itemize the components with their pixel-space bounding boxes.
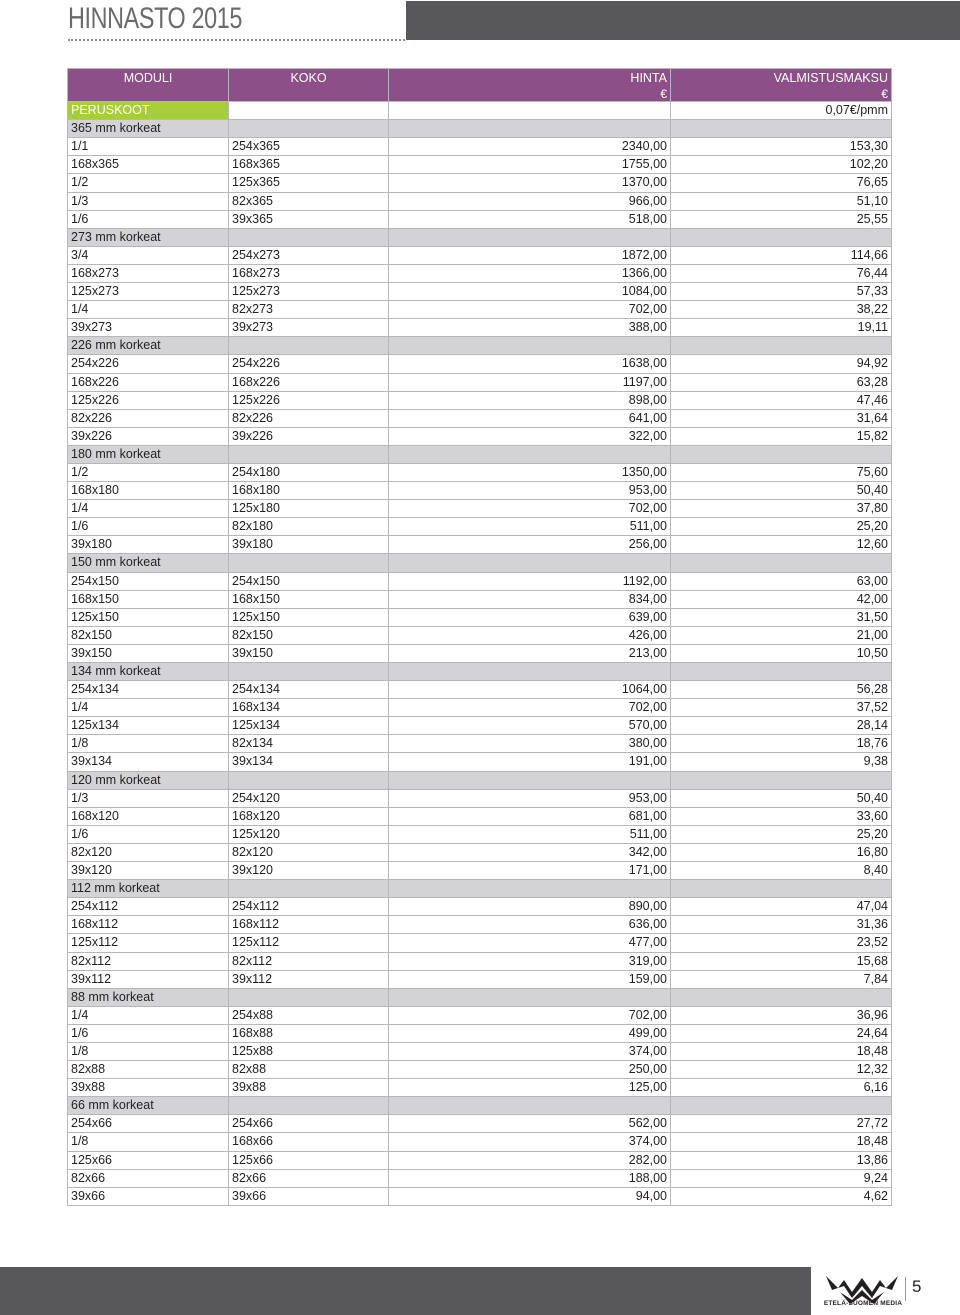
section-header-row	[68, 880, 892, 898]
cell-moduli: 125x150	[68, 608, 229, 626]
column-header-koko: KOKO	[229, 69, 389, 102]
table-row	[68, 1115, 892, 1133]
cell-hinta: 388,00	[389, 319, 671, 337]
cell-valmistusmaksu: 36,96	[671, 1006, 892, 1024]
section-header-row	[68, 337, 892, 355]
cell-valmistusmaksu: 9,38	[671, 753, 892, 771]
cell-hinta: 702,00	[389, 699, 671, 717]
cell-valmistusmaksu: 27,72	[671, 1115, 892, 1133]
cell-hinta: 1192,00	[389, 572, 671, 590]
cell-moduli: 168x180	[68, 482, 229, 500]
cell-valmistusmaksu: 25,20	[671, 518, 892, 536]
table-row	[68, 409, 892, 427]
table-row	[68, 373, 892, 391]
column-header-hinta-label: HINTA	[630, 71, 667, 85]
column-header-moduli: MODULI	[68, 69, 229, 102]
cell-koko: 125x180	[229, 500, 389, 518]
table-row	[68, 1169, 892, 1187]
section-title: 120 mm korkeat	[68, 771, 229, 789]
cell-valmistusmaksu: 15,82	[671, 427, 892, 445]
cell-hinta: 1084,00	[389, 283, 671, 301]
table-row	[68, 536, 892, 554]
cell-koko: 125x273	[229, 283, 389, 301]
cell-moduli: 82x226	[68, 409, 229, 427]
cell-valmistusmaksu: 16,80	[671, 843, 892, 861]
cell-hinta: 319,00	[389, 952, 671, 970]
cell-moduli: 1/8	[68, 1042, 229, 1060]
cell-hinta: 380,00	[389, 735, 671, 753]
table-row	[68, 463, 892, 481]
cell-hinta: 511,00	[389, 825, 671, 843]
table-row	[68, 590, 892, 608]
cell-valmistusmaksu: 51,10	[671, 192, 892, 210]
cell-koko: 168x226	[229, 373, 389, 391]
column-header-valmistusmaksu	[671, 69, 892, 102]
cell-hinta: 188,00	[389, 1169, 671, 1187]
table-row	[68, 174, 892, 192]
publisher-logo-text: ETELÄ-SUOMEN MEDIA	[823, 1300, 903, 1307]
cell-valmistusmaksu: 10,50	[671, 644, 892, 662]
table-row	[68, 482, 892, 500]
cell-moduli: 82x150	[68, 626, 229, 644]
table-row	[68, 572, 892, 590]
cell-valmistusmaksu: 102,20	[671, 156, 892, 174]
cell-koko: 168x120	[229, 807, 389, 825]
cell-valmistusmaksu: 18,76	[671, 735, 892, 753]
cell-hinta: 890,00	[389, 898, 671, 916]
cell-koko: 254x88	[229, 1006, 389, 1024]
cell-hinta: 499,00	[389, 1024, 671, 1042]
table-row	[68, 500, 892, 518]
table-row	[68, 391, 892, 409]
cell-valmistusmaksu: 18,48	[671, 1042, 892, 1060]
cell-koko: 82x273	[229, 301, 389, 319]
cell-moduli: 254x112	[68, 898, 229, 916]
cell-moduli: 1/6	[68, 518, 229, 536]
cell-koko: 82x226	[229, 409, 389, 427]
cell-hinta: 322,00	[389, 427, 671, 445]
table-row	[68, 898, 892, 916]
cell-koko: 39x273	[229, 319, 389, 337]
cell-koko: 254x273	[229, 246, 389, 264]
table-row	[68, 735, 892, 753]
currency-symbol: €	[660, 87, 667, 102]
cell-hinta: 681,00	[389, 807, 671, 825]
cell-valmistusmaksu: 75,60	[671, 463, 892, 481]
cell-koko: 39x134	[229, 753, 389, 771]
cell-hinta: 125,00	[389, 1079, 671, 1097]
table-row	[68, 916, 892, 934]
cell-valmistusmaksu: 31,50	[671, 608, 892, 626]
cell-hinta: 1370,00	[389, 174, 671, 192]
cell-hinta: 191,00	[389, 753, 671, 771]
cell-valmistusmaksu: 47,46	[671, 391, 892, 409]
cell-valmistusmaksu: 31,64	[671, 409, 892, 427]
cell-hinta: 702,00	[389, 301, 671, 319]
cell-hinta: 639,00	[389, 608, 671, 626]
cell-moduli: 125x273	[68, 283, 229, 301]
table-row	[68, 1024, 892, 1042]
table-row	[68, 1079, 892, 1097]
cell-hinta: 953,00	[389, 482, 671, 500]
cell-moduli: 1/8	[68, 735, 229, 753]
cell-valmistusmaksu: 57,33	[671, 283, 892, 301]
section-title: 88 mm korkeat	[68, 988, 229, 1006]
cell-valmistusmaksu: 18,48	[671, 1133, 892, 1151]
table-body	[68, 102, 892, 1206]
cell-koko: 254x120	[229, 789, 389, 807]
cell-moduli: 39x150	[68, 644, 229, 662]
table-row	[68, 301, 892, 319]
cell-moduli: 254x66	[68, 1115, 229, 1133]
cell-moduli: 168x150	[68, 590, 229, 608]
cell-koko: 82x180	[229, 518, 389, 536]
section-header-row	[68, 554, 892, 572]
section-header-row	[68, 445, 892, 463]
cell-moduli: 168x112	[68, 916, 229, 934]
section-title: 112 mm korkeat	[68, 880, 229, 898]
cell-valmistusmaksu: 28,14	[671, 717, 892, 735]
cell-valmistusmaksu: 76,65	[671, 174, 892, 192]
table-row	[68, 283, 892, 301]
cell-valmistusmaksu: 25,55	[671, 210, 892, 228]
cell-valmistusmaksu: 21,00	[671, 626, 892, 644]
cell-koko: 168x273	[229, 264, 389, 282]
cell-koko: 125x66	[229, 1151, 389, 1169]
cell-koko: 254x150	[229, 572, 389, 590]
cell-valmistusmaksu: 31,36	[671, 916, 892, 934]
cell-koko: 168x134	[229, 699, 389, 717]
cell-hinta: 636,00	[389, 916, 671, 934]
cell-koko: 254x180	[229, 463, 389, 481]
table-row	[68, 427, 892, 445]
table-row	[68, 626, 892, 644]
cell-valmistusmaksu: 9,24	[671, 1169, 892, 1187]
cell-valmistusmaksu: 50,40	[671, 789, 892, 807]
table-row	[68, 1061, 892, 1079]
cell-koko: 254x66	[229, 1115, 389, 1133]
table-row	[68, 355, 892, 373]
cell-moduli: 168x226	[68, 373, 229, 391]
table-row	[68, 843, 892, 861]
table-row	[68, 970, 892, 988]
column-header-hinta	[389, 69, 671, 102]
cell-koko: 254x112	[229, 898, 389, 916]
cell-moduli: 3/4	[68, 246, 229, 264]
cell-koko: 39x365	[229, 210, 389, 228]
cell-hinta: 1197,00	[389, 373, 671, 391]
cell-koko: 82x134	[229, 735, 389, 753]
cell-valmistusmaksu: 4,62	[671, 1187, 892, 1205]
cell-hinta: 834,00	[389, 590, 671, 608]
cell-moduli: 254x226	[68, 355, 229, 373]
cell-moduli: 1/4	[68, 699, 229, 717]
cell-hinta: 511,00	[389, 518, 671, 536]
table-row	[68, 753, 892, 771]
table-row	[68, 952, 892, 970]
cell-moduli: 125x112	[68, 934, 229, 952]
table-row	[68, 934, 892, 952]
section-title: 150 mm korkeat	[68, 554, 229, 572]
section-title: 180 mm korkeat	[68, 445, 229, 463]
cell-hinta: 953,00	[389, 789, 671, 807]
section-header-row	[68, 1097, 892, 1115]
cell-moduli: 39x88	[68, 1079, 229, 1097]
cell-koko: 39x150	[229, 644, 389, 662]
cell-koko: 168x66	[229, 1133, 389, 1151]
cell-koko: 125x226	[229, 391, 389, 409]
cell-valmistusmaksu: 94,92	[671, 355, 892, 373]
cell-koko: 39x88	[229, 1079, 389, 1097]
cell-hinta: 374,00	[389, 1042, 671, 1060]
cell-koko: 39x180	[229, 536, 389, 554]
cell-koko: 168x180	[229, 482, 389, 500]
cell-hinta: 374,00	[389, 1133, 671, 1151]
cell-koko: 254x365	[229, 138, 389, 156]
table-row	[68, 518, 892, 536]
cell-koko: 82x150	[229, 626, 389, 644]
cell-valmistusmaksu: 33,60	[671, 807, 892, 825]
section-header-row	[68, 120, 892, 138]
cell-valmistusmaksu: 24,64	[671, 1024, 892, 1042]
group-label: PERUSKOOT	[68, 102, 229, 120]
cell-valmistusmaksu: 15,68	[671, 952, 892, 970]
section-title: 365 mm korkeat	[68, 120, 229, 138]
cell-moduli: 1/2	[68, 463, 229, 481]
table-row	[68, 862, 892, 880]
cell-koko: 168x88	[229, 1024, 389, 1042]
cell-koko: 125x112	[229, 934, 389, 952]
cell-koko: 82x66	[229, 1169, 389, 1187]
cell-hinta: 213,00	[389, 644, 671, 662]
footer-bar	[0, 1267, 811, 1315]
cell-moduli: 1/4	[68, 301, 229, 319]
cell-moduli: 1/4	[68, 1006, 229, 1024]
table-row	[68, 1006, 892, 1024]
cell-koko: 82x120	[229, 843, 389, 861]
cell-hinta: 1872,00	[389, 246, 671, 264]
cell-koko: 125x120	[229, 825, 389, 843]
page-title: HINNASTO 2015	[68, 2, 242, 35]
cell-koko: 168x150	[229, 590, 389, 608]
cell-moduli: 125x134	[68, 717, 229, 735]
cell-valmistusmaksu: 42,00	[671, 590, 892, 608]
cell-moduli: 1/8	[68, 1133, 229, 1151]
cell-moduli: 125x226	[68, 391, 229, 409]
cell-koko: 39x120	[229, 862, 389, 880]
table-row	[68, 1187, 892, 1205]
cell-valmistusmaksu: 7,84	[671, 970, 892, 988]
cell-hinta: 518,00	[389, 210, 671, 228]
cell-moduli: 168x120	[68, 807, 229, 825]
cell-hinta: 171,00	[389, 862, 671, 880]
cell-hinta: 702,00	[389, 1006, 671, 1024]
table-header-row	[68, 69, 892, 102]
cell-moduli: 1/6	[68, 210, 229, 228]
cell-moduli: 39x226	[68, 427, 229, 445]
table-row	[68, 264, 892, 282]
table-row	[68, 156, 892, 174]
cell-moduli: 1/3	[68, 192, 229, 210]
group-fee: 0,07€/pmm	[671, 102, 892, 120]
cell-valmistusmaksu: 19,11	[671, 319, 892, 337]
table-row	[68, 1151, 892, 1169]
table-row	[68, 807, 892, 825]
cell-hinta: 159,00	[389, 970, 671, 988]
cell-hinta: 702,00	[389, 500, 671, 518]
cell-hinta: 1638,00	[389, 355, 671, 373]
table-row	[68, 644, 892, 662]
cell-valmistusmaksu: 63,28	[671, 373, 892, 391]
section-header-row	[68, 988, 892, 1006]
cell-moduli: 82x66	[68, 1169, 229, 1187]
table-row	[68, 1042, 892, 1060]
header-bar	[406, 1, 960, 40]
cell-koko: 82x112	[229, 952, 389, 970]
section-header-row	[68, 228, 892, 246]
table-row	[68, 246, 892, 264]
cell-valmistusmaksu: 12,60	[671, 536, 892, 554]
footer-divider	[905, 1277, 906, 1301]
cell-moduli: 254x150	[68, 572, 229, 590]
cell-valmistusmaksu: 76,44	[671, 264, 892, 282]
cell-moduli: 39x273	[68, 319, 229, 337]
table-row	[68, 319, 892, 337]
cell-koko: 254x134	[229, 681, 389, 699]
section-header-row	[68, 771, 892, 789]
cell-valmistusmaksu: 63,00	[671, 572, 892, 590]
cell-koko: 125x134	[229, 717, 389, 735]
cell-moduli: 39x120	[68, 862, 229, 880]
cell-hinta: 1755,00	[389, 156, 671, 174]
table-row	[68, 681, 892, 699]
cell-moduli: 1/1	[68, 138, 229, 156]
cell-moduli: 125x66	[68, 1151, 229, 1169]
cell-valmistusmaksu: 6,16	[671, 1079, 892, 1097]
section-header-row	[68, 663, 892, 681]
cell-valmistusmaksu: 37,52	[671, 699, 892, 717]
section-title: 134 mm korkeat	[68, 663, 229, 681]
cell-hinta: 1064,00	[389, 681, 671, 699]
cell-hinta: 1366,00	[389, 264, 671, 282]
table-row	[68, 210, 892, 228]
table-row	[68, 717, 892, 735]
cell-moduli: 82x88	[68, 1061, 229, 1079]
cell-koko: 39x112	[229, 970, 389, 988]
table-row	[68, 699, 892, 717]
cell-koko: 125x365	[229, 174, 389, 192]
cell-moduli: 1/4	[68, 500, 229, 518]
section-title: 226 mm korkeat	[68, 337, 229, 355]
cell-hinta: 426,00	[389, 626, 671, 644]
cell-hinta: 94,00	[389, 1187, 671, 1205]
cell-moduli: 168x365	[68, 156, 229, 174]
section-title: 273 mm korkeat	[68, 228, 229, 246]
table-row	[68, 608, 892, 626]
cell-valmistusmaksu: 114,66	[671, 246, 892, 264]
cell-koko: 82x365	[229, 192, 389, 210]
cell-koko: 39x226	[229, 427, 389, 445]
cell-valmistusmaksu: 12,32	[671, 1061, 892, 1079]
cell-valmistusmaksu: 56,28	[671, 681, 892, 699]
cell-valmistusmaksu: 8,40	[671, 862, 892, 880]
cell-moduli: 168x273	[68, 264, 229, 282]
cell-hinta: 282,00	[389, 1151, 671, 1169]
column-header-valmistusmaksu-label: VALMISTUSMAKSU	[773, 71, 888, 85]
cell-koko: 39x66	[229, 1187, 389, 1205]
cell-hinta: 562,00	[389, 1115, 671, 1133]
cell-hinta: 570,00	[389, 717, 671, 735]
cell-moduli: 39x66	[68, 1187, 229, 1205]
cell-moduli: 39x180	[68, 536, 229, 554]
cell-koko: 125x150	[229, 608, 389, 626]
cell-koko: 82x88	[229, 1061, 389, 1079]
title-dotted-rule	[68, 39, 405, 41]
cell-hinta: 250,00	[389, 1061, 671, 1079]
table-row	[68, 192, 892, 210]
cell-koko: 254x226	[229, 355, 389, 373]
cell-moduli: 1/6	[68, 825, 229, 843]
cell-moduli: 39x112	[68, 970, 229, 988]
cell-moduli: 39x134	[68, 753, 229, 771]
cell-moduli: 1/3	[68, 789, 229, 807]
group-row-peruskoot	[68, 102, 892, 120]
cell-hinta: 641,00	[389, 409, 671, 427]
cell-hinta: 342,00	[389, 843, 671, 861]
cell-valmistusmaksu: 37,80	[671, 500, 892, 518]
cell-valmistusmaksu: 25,20	[671, 825, 892, 843]
cell-moduli: 82x112	[68, 952, 229, 970]
cell-hinta: 966,00	[389, 192, 671, 210]
cell-hinta: 1350,00	[389, 463, 671, 481]
cell-valmistusmaksu: 23,52	[671, 934, 892, 952]
cell-moduli: 1/6	[68, 1024, 229, 1042]
cell-valmistusmaksu: 47,04	[671, 898, 892, 916]
cell-valmistusmaksu: 50,40	[671, 482, 892, 500]
section-title: 66 mm korkeat	[68, 1097, 229, 1115]
cell-hinta: 898,00	[389, 391, 671, 409]
cell-koko: 168x365	[229, 156, 389, 174]
cell-valmistusmaksu: 153,30	[671, 138, 892, 156]
cell-hinta: 477,00	[389, 934, 671, 952]
cell-moduli: 1/2	[68, 174, 229, 192]
cell-koko: 168x112	[229, 916, 389, 934]
page-number: 5	[912, 1277, 922, 1296]
currency-symbol: €	[881, 87, 888, 102]
table-row	[68, 1133, 892, 1151]
cell-valmistusmaksu: 13,86	[671, 1151, 892, 1169]
cell-hinta: 256,00	[389, 536, 671, 554]
cell-koko: 125x88	[229, 1042, 389, 1060]
table-row	[68, 789, 892, 807]
cell-moduli: 254x134	[68, 681, 229, 699]
table-row	[68, 138, 892, 156]
cell-valmistusmaksu: 38,22	[671, 301, 892, 319]
cell-hinta: 2340,00	[389, 138, 671, 156]
cell-moduli: 82x120	[68, 843, 229, 861]
table-row	[68, 825, 892, 843]
price-table	[67, 68, 892, 1206]
